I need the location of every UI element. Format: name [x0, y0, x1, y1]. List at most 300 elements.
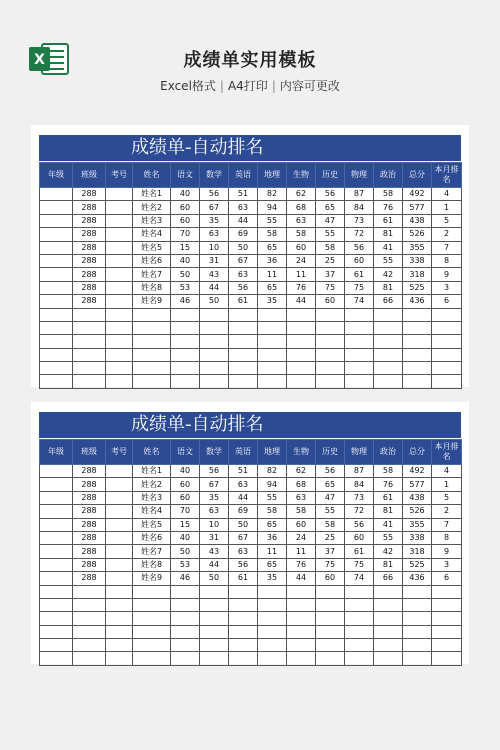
table-cell[interactable] [40, 295, 73, 308]
table-cell[interactable] [258, 308, 287, 321]
table-cell[interactable]: 36 [258, 254, 287, 267]
table-cell[interactable]: 44 [287, 295, 316, 308]
table-cell[interactable] [258, 321, 287, 334]
table-cell[interactable]: 36 [258, 531, 287, 544]
table-cell[interactable]: 25 [316, 531, 345, 544]
table-cell[interactable]: 75 [345, 281, 374, 294]
table-cell[interactable] [133, 625, 171, 638]
table-cell[interactable] [316, 375, 345, 388]
table-cell[interactable]: 577 [403, 478, 432, 491]
table-cell[interactable]: 73 [345, 491, 374, 504]
table-cell[interactable]: 65 [258, 241, 287, 254]
table-cell[interactable]: 65 [258, 558, 287, 571]
table-cell[interactable]: 60 [345, 254, 374, 267]
table-cell[interactable] [287, 598, 316, 611]
table-cell[interactable]: 56 [345, 518, 374, 531]
table-cell[interactable]: 438 [403, 214, 432, 227]
table-cell[interactable] [287, 375, 316, 388]
table-cell[interactable] [345, 375, 374, 388]
table-cell[interactable] [106, 465, 133, 478]
table-cell[interactable]: 288 [73, 491, 106, 504]
table-cell[interactable] [133, 598, 171, 611]
table-cell[interactable] [345, 639, 374, 652]
table-cell[interactable] [40, 505, 73, 518]
table-cell[interactable] [133, 362, 171, 375]
table-cell[interactable]: 姓名6 [133, 531, 171, 544]
table-cell[interactable]: 35 [258, 295, 287, 308]
table-cell[interactable]: 姓名6 [133, 254, 171, 267]
table-cell[interactable] [106, 188, 133, 201]
table-cell[interactable] [73, 348, 106, 361]
table-cell[interactable] [229, 652, 258, 665]
table-cell[interactable] [229, 375, 258, 388]
table-cell[interactable]: 1 [432, 478, 462, 491]
table-cell[interactable]: 姓名5 [133, 518, 171, 531]
table-cell[interactable]: 37 [316, 268, 345, 281]
table-cell[interactable] [345, 308, 374, 321]
table-cell[interactable]: 288 [73, 268, 106, 281]
table-cell[interactable] [106, 268, 133, 281]
table-cell[interactable]: 338 [403, 531, 432, 544]
table-cell[interactable]: 65 [258, 518, 287, 531]
table-cell[interactable]: 3 [432, 281, 462, 294]
table-cell[interactable] [106, 612, 133, 625]
table-cell[interactable] [229, 362, 258, 375]
table-cell[interactable] [403, 375, 432, 388]
table-cell[interactable]: 62 [287, 188, 316, 201]
table-cell[interactable] [403, 308, 432, 321]
table-cell[interactable] [106, 598, 133, 611]
table-cell[interactable] [106, 558, 133, 571]
table-cell[interactable] [171, 348, 200, 361]
table-cell[interactable] [106, 491, 133, 504]
table-cell[interactable] [432, 308, 462, 321]
table-cell[interactable]: 76 [374, 478, 403, 491]
table-cell[interactable] [345, 362, 374, 375]
table-cell[interactable]: 318 [403, 545, 432, 558]
table-cell[interactable] [374, 362, 403, 375]
table-cell[interactable]: 31 [200, 531, 229, 544]
table-cell[interactable] [432, 375, 462, 388]
table-cell[interactable]: 56 [316, 465, 345, 478]
table-cell[interactable] [316, 612, 345, 625]
table-cell[interactable] [133, 375, 171, 388]
table-cell[interactable] [229, 348, 258, 361]
table-cell[interactable] [106, 639, 133, 652]
table-cell[interactable] [403, 639, 432, 652]
table-cell[interactable]: 318 [403, 268, 432, 281]
table-cell[interactable] [106, 254, 133, 267]
table-cell[interactable] [106, 625, 133, 638]
table-cell[interactable] [316, 652, 345, 665]
table-cell[interactable]: 288 [73, 478, 106, 491]
table-cell[interactable]: 84 [345, 201, 374, 214]
table-cell[interactable]: 40 [171, 531, 200, 544]
table-cell[interactable]: 81 [374, 558, 403, 571]
table-cell[interactable]: 55 [258, 491, 287, 504]
table-cell[interactable]: 82 [258, 465, 287, 478]
table-cell[interactable] [432, 362, 462, 375]
table-cell[interactable]: 姓名4 [133, 228, 171, 241]
table-cell[interactable] [40, 652, 73, 665]
table-cell[interactable] [229, 308, 258, 321]
table-cell[interactable]: 43 [200, 268, 229, 281]
table-cell[interactable]: 76 [374, 201, 403, 214]
table-cell[interactable]: 68 [287, 478, 316, 491]
table-cell[interactable]: 24 [287, 254, 316, 267]
table-cell[interactable] [345, 348, 374, 361]
table-cell[interactable]: 15 [171, 241, 200, 254]
table-cell[interactable] [258, 625, 287, 638]
table-cell[interactable] [287, 625, 316, 638]
table-cell[interactable] [345, 585, 374, 598]
table-cell[interactable]: 11 [258, 545, 287, 558]
table-cell[interactable]: 姓名9 [133, 295, 171, 308]
table-cell[interactable] [432, 612, 462, 625]
table-cell[interactable] [40, 254, 73, 267]
table-cell[interactable] [403, 585, 432, 598]
table-cell[interactable]: 67 [229, 531, 258, 544]
table-cell[interactable]: 51 [229, 465, 258, 478]
table-cell[interactable]: 46 [171, 572, 200, 585]
table-cell[interactable]: 65 [316, 201, 345, 214]
table-cell[interactable] [133, 321, 171, 334]
table-cell[interactable]: 525 [403, 558, 432, 571]
table-cell[interactable]: 526 [403, 228, 432, 241]
table-cell[interactable] [133, 348, 171, 361]
table-cell[interactable] [316, 362, 345, 375]
table-cell[interactable] [229, 321, 258, 334]
table-cell[interactable]: 58 [287, 228, 316, 241]
table-cell[interactable]: 50 [200, 572, 229, 585]
table-cell[interactable]: 35 [200, 214, 229, 227]
table-cell[interactable] [200, 652, 229, 665]
table-cell[interactable]: 9 [432, 545, 462, 558]
table-cell[interactable] [403, 625, 432, 638]
table-cell[interactable]: 75 [345, 558, 374, 571]
table-cell[interactable]: 58 [258, 505, 287, 518]
table-cell[interactable]: 40 [171, 465, 200, 478]
table-cell[interactable] [171, 321, 200, 334]
table-cell[interactable]: 288 [73, 505, 106, 518]
table-cell[interactable] [40, 478, 73, 491]
table-cell[interactable]: 1 [432, 201, 462, 214]
table-cell[interactable]: 姓名4 [133, 505, 171, 518]
table-cell[interactable] [73, 585, 106, 598]
table-cell[interactable] [316, 639, 345, 652]
table-cell[interactable]: 55 [374, 254, 403, 267]
table-cell[interactable]: 355 [403, 518, 432, 531]
table-cell[interactable]: 492 [403, 465, 432, 478]
table-cell[interactable] [171, 585, 200, 598]
table-cell[interactable]: 15 [171, 518, 200, 531]
table-cell[interactable] [432, 585, 462, 598]
table-cell[interactable]: 姓名5 [133, 241, 171, 254]
table-cell[interactable] [229, 585, 258, 598]
table-cell[interactable]: 44 [200, 558, 229, 571]
table-cell[interactable]: 60 [171, 201, 200, 214]
table-cell[interactable]: 41 [374, 518, 403, 531]
table-cell[interactable]: 50 [229, 241, 258, 254]
table-cell[interactable] [171, 375, 200, 388]
table-cell[interactable] [200, 625, 229, 638]
table-cell[interactable] [374, 598, 403, 611]
table-cell[interactable] [73, 321, 106, 334]
table-cell[interactable]: 55 [374, 531, 403, 544]
table-cell[interactable]: 44 [200, 281, 229, 294]
table-cell[interactable]: 58 [316, 518, 345, 531]
table-cell[interactable] [106, 228, 133, 241]
table-cell[interactable] [403, 348, 432, 361]
table-cell[interactable]: 43 [200, 545, 229, 558]
table-cell[interactable] [106, 281, 133, 294]
table-cell[interactable]: 63 [229, 478, 258, 491]
table-cell[interactable]: 10 [200, 241, 229, 254]
table-cell[interactable]: 63 [200, 228, 229, 241]
table-cell[interactable] [133, 585, 171, 598]
table-cell[interactable] [200, 335, 229, 348]
table-cell[interactable]: 47 [316, 491, 345, 504]
table-cell[interactable] [40, 321, 73, 334]
table-cell[interactable] [40, 558, 73, 571]
table-cell[interactable]: 63 [229, 201, 258, 214]
table-cell[interactable] [171, 612, 200, 625]
table-cell[interactable] [229, 335, 258, 348]
table-cell[interactable] [200, 639, 229, 652]
table-cell[interactable] [133, 639, 171, 652]
table-cell[interactable] [287, 308, 316, 321]
table-cell[interactable]: 84 [345, 478, 374, 491]
table-cell[interactable] [403, 598, 432, 611]
table-cell[interactable] [106, 545, 133, 558]
table-cell[interactable] [133, 652, 171, 665]
table-cell[interactable]: 40 [171, 254, 200, 267]
table-cell[interactable] [345, 612, 374, 625]
table-cell[interactable] [133, 612, 171, 625]
table-cell[interactable] [258, 362, 287, 375]
table-cell[interactable] [403, 362, 432, 375]
table-cell[interactable]: 10 [200, 518, 229, 531]
table-cell[interactable]: 56 [200, 188, 229, 201]
table-cell[interactable] [40, 625, 73, 638]
table-cell[interactable] [40, 268, 73, 281]
table-cell[interactable]: 526 [403, 505, 432, 518]
table-cell[interactable] [200, 375, 229, 388]
table-cell[interactable]: 436 [403, 295, 432, 308]
table-cell[interactable]: 56 [229, 558, 258, 571]
table-cell[interactable]: 55 [316, 228, 345, 241]
table-cell[interactable]: 56 [200, 465, 229, 478]
table-cell[interactable]: 50 [200, 295, 229, 308]
table-cell[interactable]: 37 [316, 545, 345, 558]
table-cell[interactable]: 66 [374, 572, 403, 585]
table-cell[interactable] [287, 652, 316, 665]
table-cell[interactable] [73, 362, 106, 375]
table-cell[interactable] [106, 201, 133, 214]
table-cell[interactable]: 288 [73, 254, 106, 267]
table-cell[interactable]: 288 [73, 518, 106, 531]
table-cell[interactable] [40, 362, 73, 375]
table-cell[interactable]: 288 [73, 295, 106, 308]
table-cell[interactable] [106, 531, 133, 544]
table-cell[interactable]: 11 [258, 268, 287, 281]
table-cell[interactable] [106, 478, 133, 491]
table-cell[interactable]: 8 [432, 531, 462, 544]
table-cell[interactable] [73, 612, 106, 625]
table-cell[interactable] [106, 652, 133, 665]
table-cell[interactable]: 288 [73, 558, 106, 571]
table-cell[interactable]: 82 [258, 188, 287, 201]
table-cell[interactable] [316, 308, 345, 321]
table-cell[interactable] [200, 362, 229, 375]
table-cell[interactable] [171, 639, 200, 652]
table-cell[interactable] [287, 362, 316, 375]
table-cell[interactable]: 74 [345, 295, 374, 308]
table-cell[interactable] [374, 639, 403, 652]
table-cell[interactable] [432, 639, 462, 652]
table-cell[interactable] [229, 598, 258, 611]
table-cell[interactable] [200, 321, 229, 334]
table-cell[interactable]: 41 [374, 241, 403, 254]
table-cell[interactable]: 72 [345, 505, 374, 518]
table-cell[interactable] [374, 625, 403, 638]
table-cell[interactable] [258, 348, 287, 361]
table-cell[interactable] [133, 308, 171, 321]
table-cell[interactable]: 35 [258, 572, 287, 585]
table-cell[interactable] [40, 188, 73, 201]
table-cell[interactable]: 62 [287, 465, 316, 478]
table-cell[interactable]: 60 [171, 478, 200, 491]
table-cell[interactable]: 63 [287, 491, 316, 504]
table-cell[interactable]: 姓名7 [133, 545, 171, 558]
table-cell[interactable]: 338 [403, 254, 432, 267]
table-cell[interactable] [40, 531, 73, 544]
table-cell[interactable] [374, 348, 403, 361]
table-cell[interactable]: 74 [345, 572, 374, 585]
table-cell[interactable]: 5 [432, 491, 462, 504]
table-cell[interactable]: 姓名8 [133, 281, 171, 294]
table-cell[interactable]: 288 [73, 228, 106, 241]
table-cell[interactable] [374, 585, 403, 598]
table-cell[interactable] [258, 652, 287, 665]
table-cell[interactable] [374, 335, 403, 348]
table-cell[interactable] [287, 348, 316, 361]
table-cell[interactable] [345, 321, 374, 334]
table-cell[interactable]: 61 [229, 572, 258, 585]
table-cell[interactable]: 6 [432, 295, 462, 308]
table-cell[interactable]: 姓名2 [133, 478, 171, 491]
table-cell[interactable]: 65 [316, 478, 345, 491]
table-cell[interactable] [374, 375, 403, 388]
table-cell[interactable] [374, 612, 403, 625]
table-cell[interactable]: 81 [374, 505, 403, 518]
table-cell[interactable]: 58 [258, 228, 287, 241]
table-cell[interactable]: 44 [287, 572, 316, 585]
table-cell[interactable] [374, 308, 403, 321]
table-cell[interactable]: 50 [229, 518, 258, 531]
table-cell[interactable]: 355 [403, 241, 432, 254]
table-cell[interactable] [258, 598, 287, 611]
table-cell[interactable] [106, 585, 133, 598]
table-cell[interactable]: 58 [374, 465, 403, 478]
table-cell[interactable]: 47 [316, 214, 345, 227]
table-cell[interactable]: 288 [73, 545, 106, 558]
table-cell[interactable] [374, 321, 403, 334]
table-cell[interactable]: 35 [200, 491, 229, 504]
table-cell[interactable] [106, 214, 133, 227]
table-cell[interactable]: 63 [229, 268, 258, 281]
table-cell[interactable] [106, 308, 133, 321]
table-cell[interactable]: 58 [374, 188, 403, 201]
table-cell[interactable]: 9 [432, 268, 462, 281]
table-cell[interactable]: 73 [345, 214, 374, 227]
table-cell[interactable]: 53 [171, 281, 200, 294]
table-cell[interactable]: 24 [287, 531, 316, 544]
table-cell[interactable] [403, 335, 432, 348]
table-cell[interactable]: 61 [374, 491, 403, 504]
table-cell[interactable]: 61 [374, 214, 403, 227]
table-cell[interactable] [40, 491, 73, 504]
table-cell[interactable]: 58 [287, 505, 316, 518]
table-cell[interactable]: 288 [73, 531, 106, 544]
table-cell[interactable] [40, 308, 73, 321]
table-cell[interactable] [73, 375, 106, 388]
table-cell[interactable]: 44 [229, 491, 258, 504]
table-cell[interactable] [316, 348, 345, 361]
table-cell[interactable]: 58 [316, 241, 345, 254]
table-cell[interactable] [258, 612, 287, 625]
table-cell[interactable] [200, 308, 229, 321]
table-cell[interactable] [40, 375, 73, 388]
table-cell[interactable] [316, 321, 345, 334]
table-cell[interactable] [200, 585, 229, 598]
table-cell[interactable]: 60 [171, 491, 200, 504]
table-cell[interactable]: 2 [432, 505, 462, 518]
table-cell[interactable] [403, 321, 432, 334]
table-cell[interactable] [432, 335, 462, 348]
table-cell[interactable]: 2 [432, 228, 462, 241]
table-cell[interactable] [316, 598, 345, 611]
table-cell[interactable] [432, 321, 462, 334]
table-cell[interactable]: 姓名8 [133, 558, 171, 571]
table-cell[interactable]: 69 [229, 505, 258, 518]
table-cell[interactable] [40, 214, 73, 227]
table-cell[interactable] [40, 201, 73, 214]
table-cell[interactable]: 姓名3 [133, 214, 171, 227]
table-cell[interactable] [432, 652, 462, 665]
table-cell[interactable]: 6 [432, 572, 462, 585]
table-cell[interactable] [73, 598, 106, 611]
table-cell[interactable]: 60 [287, 241, 316, 254]
table-cell[interactable]: 60 [345, 531, 374, 544]
table-cell[interactable]: 61 [345, 268, 374, 281]
table-cell[interactable] [316, 625, 345, 638]
table-cell[interactable]: 87 [345, 188, 374, 201]
table-cell[interactable] [106, 375, 133, 388]
table-cell[interactable]: 81 [374, 281, 403, 294]
table-cell[interactable]: 69 [229, 228, 258, 241]
table-cell[interactable]: 75 [316, 281, 345, 294]
table-cell[interactable]: 姓名2 [133, 201, 171, 214]
table-cell[interactable]: 492 [403, 188, 432, 201]
table-cell[interactable]: 525 [403, 281, 432, 294]
table-cell[interactable]: 70 [171, 228, 200, 241]
table-cell[interactable]: 50 [171, 268, 200, 281]
table-cell[interactable]: 75 [316, 558, 345, 571]
table-cell[interactable]: 288 [73, 465, 106, 478]
table-cell[interactable]: 11 [287, 545, 316, 558]
table-cell[interactable]: 42 [374, 545, 403, 558]
